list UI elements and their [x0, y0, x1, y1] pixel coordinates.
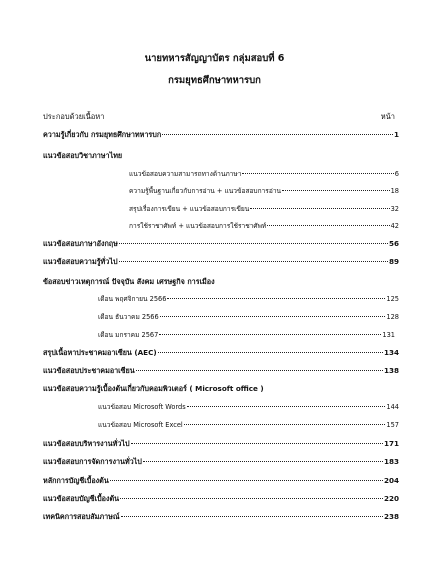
toc-entry-page: 144 — [386, 403, 399, 411]
toc-entry — [43, 475, 399, 487]
toc-leader — [143, 461, 383, 462]
toc-entry-label: แนวข้อสอบประชาคมอาเซียน — [43, 366, 135, 375]
toc-entry — [43, 238, 399, 250]
toc-section-heading — [43, 150, 399, 162]
toc-entry — [129, 203, 399, 215]
toc-entry-page: 183 — [383, 457, 399, 466]
toc-header — [43, 111, 395, 123]
toc-entry-label: แนวข้อสอบ Microsoft Excel — [98, 421, 183, 429]
toc-leader — [131, 443, 383, 444]
toc-entry — [129, 168, 399, 180]
toc-entry — [129, 185, 399, 197]
toc-entry-page: 56 — [388, 239, 399, 248]
toc-entry-page: 18 — [390, 187, 399, 195]
toc-leader — [267, 225, 389, 226]
toc-entry-label: แนวข้อสอบบริหารงานทั่วไป — [43, 439, 130, 448]
toc-entry-page: 157 — [386, 421, 399, 429]
toc-entry-page: 1 — [393, 130, 399, 139]
toc-entry-page: 131 — [382, 331, 395, 339]
document-subtitle: กรมยุทธศึกษาทหารบก — [168, 75, 261, 86]
toc-leader — [184, 424, 386, 425]
toc-entry — [98, 311, 399, 323]
toc-entry — [43, 256, 399, 268]
toc-leader — [159, 334, 381, 335]
toc-entry-label: ความรู้พื้นฐานเกี่ยวกับการอ่าน + แนวข้อสอบการอ่าน — [129, 187, 282, 195]
toc-entry — [43, 456, 399, 468]
toc-entry-page: 6 — [394, 170, 399, 178]
toc-leader — [120, 498, 383, 499]
toc-header-contents: ประกอบด้วยเนื้อหา — [43, 112, 105, 121]
toc-leader — [136, 370, 383, 371]
toc-entry-page: 138 — [383, 366, 399, 375]
toc-leader — [119, 261, 388, 262]
toc-entry — [98, 401, 399, 413]
toc-entry-page: 204 — [383, 476, 399, 485]
toc-leader — [162, 134, 393, 135]
toc-entry-page: 89 — [388, 257, 399, 266]
toc-entry-page: 42 — [390, 222, 399, 230]
toc-header-page: หน้า — [380, 112, 395, 121]
toc-leader — [187, 406, 386, 407]
toc-entry-label: แนวข้อสอบวิชาภาษาไทย — [43, 151, 123, 160]
toc-entry — [43, 438, 399, 450]
toc-entry — [98, 419, 399, 431]
toc-entry — [43, 511, 399, 523]
toc-section-heading — [43, 383, 399, 395]
toc-leader — [119, 243, 388, 244]
toc-entry-label: ความรู้เกี่ยวกับ กรมยุทธศึกษาทหารบก — [43, 130, 162, 139]
toc-entry-label: แนวข้อสอบความรู้เบื้องต้นเกี่ยวกับคอมพิวเตอร์ ( Microsoft office ) — [43, 384, 264, 393]
toc-entry — [43, 129, 399, 141]
toc-entry-label: เดือน มกราคม 2567 — [98, 331, 159, 339]
toc-entry-page: 32 — [390, 205, 399, 213]
toc-entry-label: สรุปเนื้อหาประชาคมอาเซียน (AEC) — [43, 348, 157, 357]
toc-entry-page: 134 — [383, 348, 399, 357]
toc-leader — [110, 480, 383, 481]
toc-entry-label: แนวข้อสอบการจัดการงานทั่วไป — [43, 457, 142, 466]
toc-entry-label: เดือน พฤศจิกายน 2566 — [98, 295, 167, 303]
toc-entry-label: แนวข้อสอบบัญชีเบื้องต้น — [43, 494, 120, 503]
toc-leader — [160, 316, 386, 317]
toc-leader — [158, 352, 383, 353]
toc-entry-label: เดือน ธันวาคม 2566 — [98, 313, 159, 321]
toc-entry-label: ข้อสอบข่าวเหตุการณ์ ปัจจุบัน สังคม เศรษฐกิจ การเมือง — [43, 277, 215, 286]
toc-leader — [242, 173, 393, 174]
toc-section-heading — [43, 276, 399, 288]
toc-entry-page: 238 — [383, 512, 399, 521]
toc-entry — [98, 329, 395, 341]
toc-entry-label: แนวข้อสอบความสามารถทางด้านภาษา — [129, 170, 242, 178]
toc-entry-label: สรุปเรื่องการเขียน + แนวข้อสอบการเขียน — [129, 205, 250, 213]
toc-entry-page: 220 — [383, 494, 399, 503]
document-title: นายทหารสัญญาบัตร กลุ่มสอบที่ 6 — [144, 53, 285, 64]
toc-entry — [43, 347, 399, 359]
toc-entry-label: แนวข้อสอบภาษาอังกฤษ — [43, 239, 118, 248]
toc-entry — [43, 365, 399, 377]
toc-entry — [129, 220, 399, 232]
toc-entry-page: 128 — [386, 313, 399, 321]
toc-entry — [98, 293, 399, 305]
toc-leader — [121, 516, 383, 517]
toc-leader — [167, 298, 385, 299]
toc-entry-label: แนวข้อสอบ Microsoft Words — [98, 403, 186, 411]
toc-entry-label: แนวข้อสอบความรู้ทั่วไป — [43, 257, 118, 266]
toc-entry — [43, 493, 399, 505]
toc-leader — [250, 208, 389, 209]
toc-entry-label: เทคนิคการสอบสัมภาษณ์ — [43, 512, 120, 521]
toc-entry-page: 125 — [386, 295, 399, 303]
toc-entry-page: 171 — [383, 439, 399, 448]
toc-entry-label: หลักการบัญชีเบื้องต้น — [43, 476, 109, 485]
toc-leader — [282, 190, 390, 191]
toc-entry-label: การใช้ราชาศัพท์ + แนวข้อสอบการใช้ราชาศัพท์ — [129, 222, 267, 230]
